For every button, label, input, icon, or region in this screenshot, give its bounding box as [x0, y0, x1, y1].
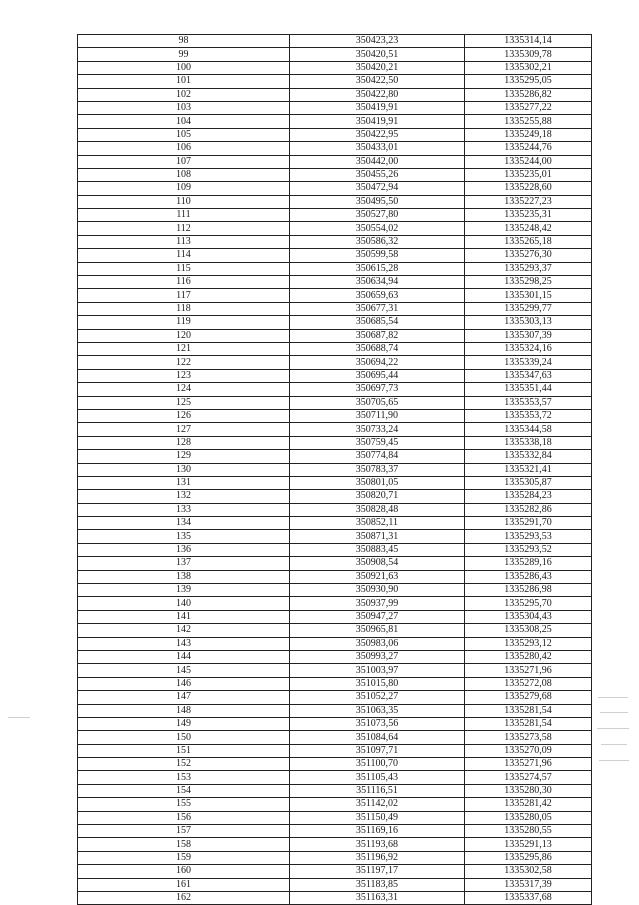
- x-coordinate-cell: 350965,81: [290, 624, 465, 637]
- table-row: [78, 517, 592, 530]
- y-coordinate-cell: 1335286,43: [465, 570, 592, 583]
- scan-artifact-right-4: [601, 744, 627, 745]
- point-number-cell: 154: [78, 784, 290, 797]
- y-coordinate-cell: 1335235,31: [465, 209, 592, 222]
- x-coordinate-cell: 351116,51: [290, 784, 465, 797]
- x-coordinate-cell: 351163,31: [290, 892, 465, 905]
- table-row: [78, 704, 592, 717]
- table-row: [78, 664, 592, 677]
- y-coordinate-cell: 1335244,00: [465, 155, 592, 168]
- table-row: [78, 383, 592, 396]
- x-coordinate-cell: 350433,01: [290, 142, 465, 155]
- x-coordinate-cell: 350783,37: [290, 463, 465, 476]
- y-coordinate-cell: 1335249,18: [465, 128, 592, 141]
- table-row: [78, 61, 592, 74]
- y-coordinate-cell: 1335248,42: [465, 222, 592, 235]
- table-row: [78, 503, 592, 516]
- point-number-cell: 117: [78, 289, 290, 302]
- y-coordinate-cell: 1335303,13: [465, 316, 592, 329]
- x-coordinate-cell: 350705,65: [290, 396, 465, 409]
- x-coordinate-cell: 350677,31: [290, 302, 465, 315]
- y-coordinate-cell: 1335265,18: [465, 235, 592, 248]
- y-coordinate-cell: 1335280,05: [465, 811, 592, 824]
- x-coordinate-cell: 350711,90: [290, 409, 465, 422]
- x-coordinate-cell: 350687,82: [290, 329, 465, 342]
- x-coordinate-cell: 351084,64: [290, 731, 465, 744]
- point-number-cell: 116: [78, 276, 290, 289]
- point-number-cell: 98: [78, 35, 290, 48]
- table-row: [78, 557, 592, 570]
- point-number-cell: 147: [78, 691, 290, 704]
- x-coordinate-cell: 350993,27: [290, 650, 465, 663]
- table-row: [78, 289, 592, 302]
- point-number-cell: 129: [78, 450, 290, 463]
- table-row: [78, 168, 592, 181]
- table-row: [78, 142, 592, 155]
- table-row: [78, 329, 592, 342]
- x-coordinate-cell: 351193,68: [290, 838, 465, 851]
- table-row: [78, 369, 592, 382]
- x-coordinate-cell: 350420,21: [290, 61, 465, 74]
- table-row: [78, 222, 592, 235]
- y-coordinate-cell: 1335344,58: [465, 423, 592, 436]
- y-coordinate-cell: 1335295,86: [465, 851, 592, 864]
- y-coordinate-cell: 1335282,86: [465, 503, 592, 516]
- x-coordinate-cell: 350422,95: [290, 128, 465, 141]
- table-row: [78, 771, 592, 784]
- table-row: [78, 691, 592, 704]
- table-row: [78, 396, 592, 409]
- y-coordinate-cell: 1335281,42: [465, 798, 592, 811]
- y-coordinate-cell: 1335291,13: [465, 838, 592, 851]
- table-row: [78, 892, 592, 905]
- x-coordinate-cell: 350937,99: [290, 597, 465, 610]
- table-row: [78, 48, 592, 61]
- point-number-cell: 121: [78, 342, 290, 355]
- point-number-cell: 144: [78, 650, 290, 663]
- y-coordinate-cell: 1335291,70: [465, 517, 592, 530]
- point-number-cell: 120: [78, 329, 290, 342]
- point-number-cell: 123: [78, 369, 290, 382]
- table-row: [78, 530, 592, 543]
- point-number-cell: 126: [78, 409, 290, 422]
- y-coordinate-cell: 1335301,15: [465, 289, 592, 302]
- table-row: [78, 865, 592, 878]
- x-coordinate-cell: 350442,00: [290, 155, 465, 168]
- point-number-cell: 142: [78, 624, 290, 637]
- x-coordinate-cell: 351142,02: [290, 798, 465, 811]
- point-number-cell: 132: [78, 490, 290, 503]
- table-row: [78, 838, 592, 851]
- x-coordinate-cell: 350820,71: [290, 490, 465, 503]
- point-number-cell: 156: [78, 811, 290, 824]
- table-row: [78, 182, 592, 195]
- table-row: [78, 570, 592, 583]
- y-coordinate-cell: 1335302,58: [465, 865, 592, 878]
- x-coordinate-cell: 350554,02: [290, 222, 465, 235]
- x-coordinate-cell: 351105,43: [290, 771, 465, 784]
- table-row: [78, 490, 592, 503]
- point-number-cell: 122: [78, 356, 290, 369]
- table-row: [78, 731, 592, 744]
- x-coordinate-cell: 350759,45: [290, 436, 465, 449]
- point-number-cell: 114: [78, 249, 290, 262]
- x-coordinate-cell: 350908,54: [290, 557, 465, 570]
- y-coordinate-cell: 1335314,14: [465, 35, 592, 48]
- point-number-cell: 133: [78, 503, 290, 516]
- x-coordinate-cell: 351015,80: [290, 677, 465, 690]
- table-row: [78, 637, 592, 650]
- x-coordinate-cell: 350419,91: [290, 115, 465, 128]
- x-coordinate-cell: 350586,32: [290, 235, 465, 248]
- point-number-cell: 113: [78, 235, 290, 248]
- y-coordinate-cell: 1335299,77: [465, 302, 592, 315]
- table-row: [78, 195, 592, 208]
- x-coordinate-cell: 350419,91: [290, 101, 465, 114]
- point-number-cell: 111: [78, 209, 290, 222]
- x-coordinate-cell: 350659,63: [290, 289, 465, 302]
- y-coordinate-cell: 1335321,41: [465, 463, 592, 476]
- point-number-cell: 160: [78, 865, 290, 878]
- table-row: [78, 878, 592, 891]
- table-row: [78, 584, 592, 597]
- point-number-cell: 146: [78, 677, 290, 690]
- table-row: [78, 209, 592, 222]
- table-row: [78, 811, 592, 824]
- x-coordinate-cell: 350422,50: [290, 75, 465, 88]
- point-number-cell: 140: [78, 597, 290, 610]
- y-coordinate-cell: 1335295,05: [465, 75, 592, 88]
- table-row: [78, 249, 592, 262]
- table-row: [78, 155, 592, 168]
- point-number-cell: 99: [78, 48, 290, 61]
- point-number-cell: 108: [78, 168, 290, 181]
- table-row: [78, 650, 592, 663]
- table-row: [78, 276, 592, 289]
- y-coordinate-cell: 1335279,68: [465, 691, 592, 704]
- x-coordinate-cell: 351063,35: [290, 704, 465, 717]
- y-coordinate-cell: 1335309,78: [465, 48, 592, 61]
- table-row: [78, 476, 592, 489]
- table-row: [78, 543, 592, 556]
- y-coordinate-cell: 1335324,16: [465, 342, 592, 355]
- x-coordinate-cell: 351150,49: [290, 811, 465, 824]
- table-row: [78, 744, 592, 757]
- point-number-cell: 136: [78, 543, 290, 556]
- y-coordinate-cell: 1335293,12: [465, 637, 592, 650]
- point-number-cell: 102: [78, 88, 290, 101]
- point-number-cell: 119: [78, 316, 290, 329]
- x-coordinate-cell: 350495,50: [290, 195, 465, 208]
- x-coordinate-cell: 350527,80: [290, 209, 465, 222]
- y-coordinate-cell: 1335317,39: [465, 878, 592, 891]
- table-row: [78, 409, 592, 422]
- y-coordinate-cell: 1335298,25: [465, 276, 592, 289]
- x-coordinate-cell: 350694,22: [290, 356, 465, 369]
- y-coordinate-cell: 1335270,09: [465, 744, 592, 757]
- y-coordinate-cell: 1335289,16: [465, 557, 592, 570]
- point-number-cell: 101: [78, 75, 290, 88]
- coordinates-table-body: [78, 35, 592, 905]
- coordinates-table: [77, 34, 592, 905]
- y-coordinate-cell: 1335276,30: [465, 249, 592, 262]
- table-row: [78, 624, 592, 637]
- x-coordinate-cell: 350695,44: [290, 369, 465, 382]
- x-coordinate-cell: 350697,73: [290, 383, 465, 396]
- y-coordinate-cell: 1335280,42: [465, 650, 592, 663]
- x-coordinate-cell: 351197,17: [290, 865, 465, 878]
- point-number-cell: 135: [78, 530, 290, 543]
- point-number-cell: 148: [78, 704, 290, 717]
- x-coordinate-cell: 350983,06: [290, 637, 465, 650]
- y-coordinate-cell: 1335353,57: [465, 396, 592, 409]
- y-coordinate-cell: 1335308,25: [465, 624, 592, 637]
- y-coordinate-cell: 1335305,87: [465, 476, 592, 489]
- point-number-cell: 143: [78, 637, 290, 650]
- table-row: [78, 463, 592, 476]
- table-row: [78, 115, 592, 128]
- point-number-cell: 138: [78, 570, 290, 583]
- y-coordinate-cell: 1335228,60: [465, 182, 592, 195]
- point-number-cell: 100: [78, 61, 290, 74]
- table-row: [78, 75, 592, 88]
- point-number-cell: 149: [78, 717, 290, 730]
- point-number-cell: 106: [78, 142, 290, 155]
- point-number-cell: 151: [78, 744, 290, 757]
- table-row: [78, 128, 592, 141]
- y-coordinate-cell: 1335227,23: [465, 195, 592, 208]
- point-number-cell: 127: [78, 423, 290, 436]
- y-coordinate-cell: 1335347,63: [465, 369, 592, 382]
- scan-artifact-left: [8, 717, 30, 718]
- x-coordinate-cell: 351073,56: [290, 717, 465, 730]
- point-number-cell: 153: [78, 771, 290, 784]
- point-number-cell: 157: [78, 825, 290, 838]
- y-coordinate-cell: 1335295,70: [465, 597, 592, 610]
- y-coordinate-cell: 1335271,96: [465, 758, 592, 771]
- point-number-cell: 159: [78, 851, 290, 864]
- x-coordinate-cell: 350921,63: [290, 570, 465, 583]
- x-coordinate-cell: 350455,26: [290, 168, 465, 181]
- x-coordinate-cell: 351100,70: [290, 758, 465, 771]
- point-number-cell: 104: [78, 115, 290, 128]
- point-number-cell: 161: [78, 878, 290, 891]
- point-number-cell: 139: [78, 584, 290, 597]
- point-number-cell: 150: [78, 731, 290, 744]
- table-row: [78, 610, 592, 623]
- table-row: [78, 717, 592, 730]
- x-coordinate-cell: 350828,48: [290, 503, 465, 516]
- table-row: [78, 436, 592, 449]
- y-coordinate-cell: 1335351,44: [465, 383, 592, 396]
- table-row: [78, 101, 592, 114]
- x-coordinate-cell: 350947,27: [290, 610, 465, 623]
- y-coordinate-cell: 1335271,96: [465, 664, 592, 677]
- y-coordinate-cell: 1335293,52: [465, 543, 592, 556]
- y-coordinate-cell: 1335274,57: [465, 771, 592, 784]
- y-coordinate-cell: 1335281,54: [465, 704, 592, 717]
- x-coordinate-cell: 350883,45: [290, 543, 465, 556]
- table-row: [78, 356, 592, 369]
- y-coordinate-cell: 1335255,88: [465, 115, 592, 128]
- point-number-cell: 128: [78, 436, 290, 449]
- scan-artifact-right-1: [598, 697, 628, 698]
- y-coordinate-cell: 1335332,84: [465, 450, 592, 463]
- point-number-cell: 130: [78, 463, 290, 476]
- y-coordinate-cell: 1335284,23: [465, 490, 592, 503]
- y-coordinate-cell: 1335337,68: [465, 892, 592, 905]
- point-number-cell: 107: [78, 155, 290, 168]
- y-coordinate-cell: 1335302,21: [465, 61, 592, 74]
- y-coordinate-cell: 1335293,37: [465, 262, 592, 275]
- table-row: [78, 88, 592, 101]
- x-coordinate-cell: 350852,11: [290, 517, 465, 530]
- table-row: [78, 316, 592, 329]
- x-coordinate-cell: 350801,05: [290, 476, 465, 489]
- table-row: [78, 677, 592, 690]
- table-row: [78, 758, 592, 771]
- x-coordinate-cell: 350423,23: [290, 35, 465, 48]
- point-number-cell: 162: [78, 892, 290, 905]
- point-number-cell: 141: [78, 610, 290, 623]
- x-coordinate-cell: 350422,80: [290, 88, 465, 101]
- y-coordinate-cell: 1335280,55: [465, 825, 592, 838]
- scan-artifact-right-2: [600, 712, 628, 713]
- y-coordinate-cell: 1335353,72: [465, 409, 592, 422]
- point-number-cell: 134: [78, 517, 290, 530]
- table-row: [78, 262, 592, 275]
- x-coordinate-cell: 351196,92: [290, 851, 465, 864]
- y-coordinate-cell: 1335286,98: [465, 584, 592, 597]
- y-coordinate-cell: 1335244,76: [465, 142, 592, 155]
- x-coordinate-cell: 350472,94: [290, 182, 465, 195]
- table-row: [78, 851, 592, 864]
- x-coordinate-cell: 350615,28: [290, 262, 465, 275]
- x-coordinate-cell: 350634,94: [290, 276, 465, 289]
- point-number-cell: 124: [78, 383, 290, 396]
- y-coordinate-cell: 1335272,08: [465, 677, 592, 690]
- x-coordinate-cell: 350774,84: [290, 450, 465, 463]
- table-row: [78, 302, 592, 315]
- point-number-cell: 110: [78, 195, 290, 208]
- y-coordinate-cell: 1335273,58: [465, 731, 592, 744]
- x-coordinate-cell: 351183,85: [290, 878, 465, 891]
- point-number-cell: 118: [78, 302, 290, 315]
- table-row: [78, 798, 592, 811]
- x-coordinate-cell: 350420,51: [290, 48, 465, 61]
- point-number-cell: 109: [78, 182, 290, 195]
- y-coordinate-cell: 1335286,82: [465, 88, 592, 101]
- point-number-cell: 125: [78, 396, 290, 409]
- table-row: [78, 825, 592, 838]
- point-number-cell: 137: [78, 557, 290, 570]
- x-coordinate-cell: 351003,97: [290, 664, 465, 677]
- point-number-cell: 158: [78, 838, 290, 851]
- x-coordinate-cell: 350930,90: [290, 584, 465, 597]
- x-coordinate-cell: 350685,54: [290, 316, 465, 329]
- x-coordinate-cell: 351097,71: [290, 744, 465, 757]
- y-coordinate-cell: 1335281,54: [465, 717, 592, 730]
- y-coordinate-cell: 1335338,18: [465, 436, 592, 449]
- x-coordinate-cell: 351169,16: [290, 825, 465, 838]
- x-coordinate-cell: 350688,74: [290, 342, 465, 355]
- table-row: [78, 597, 592, 610]
- y-coordinate-cell: 1335339,24: [465, 356, 592, 369]
- scan-artifact-right-5: [599, 760, 629, 761]
- table-row: [78, 235, 592, 248]
- y-coordinate-cell: 1335277,22: [465, 101, 592, 114]
- table-row: [78, 342, 592, 355]
- point-number-cell: 112: [78, 222, 290, 235]
- x-coordinate-cell: 350599,58: [290, 249, 465, 262]
- x-coordinate-cell: 350871,31: [290, 530, 465, 543]
- point-number-cell: 145: [78, 664, 290, 677]
- x-coordinate-cell: 350733,24: [290, 423, 465, 436]
- table-row: [78, 450, 592, 463]
- scan-artifact-right-3: [597, 728, 629, 729]
- y-coordinate-cell: 1335293,53: [465, 530, 592, 543]
- y-coordinate-cell: 1335304,43: [465, 610, 592, 623]
- point-number-cell: 105: [78, 128, 290, 141]
- y-coordinate-cell: 1335307,39: [465, 329, 592, 342]
- point-number-cell: 131: [78, 476, 290, 489]
- y-coordinate-cell: 1335235,01: [465, 168, 592, 181]
- table-row: [78, 784, 592, 797]
- x-coordinate-cell: 351052,27: [290, 691, 465, 704]
- point-number-cell: 155: [78, 798, 290, 811]
- point-number-cell: 103: [78, 101, 290, 114]
- table-row: [78, 423, 592, 436]
- point-number-cell: 115: [78, 262, 290, 275]
- point-number-cell: 152: [78, 758, 290, 771]
- table-row: [78, 35, 592, 48]
- y-coordinate-cell: 1335280,30: [465, 784, 592, 797]
